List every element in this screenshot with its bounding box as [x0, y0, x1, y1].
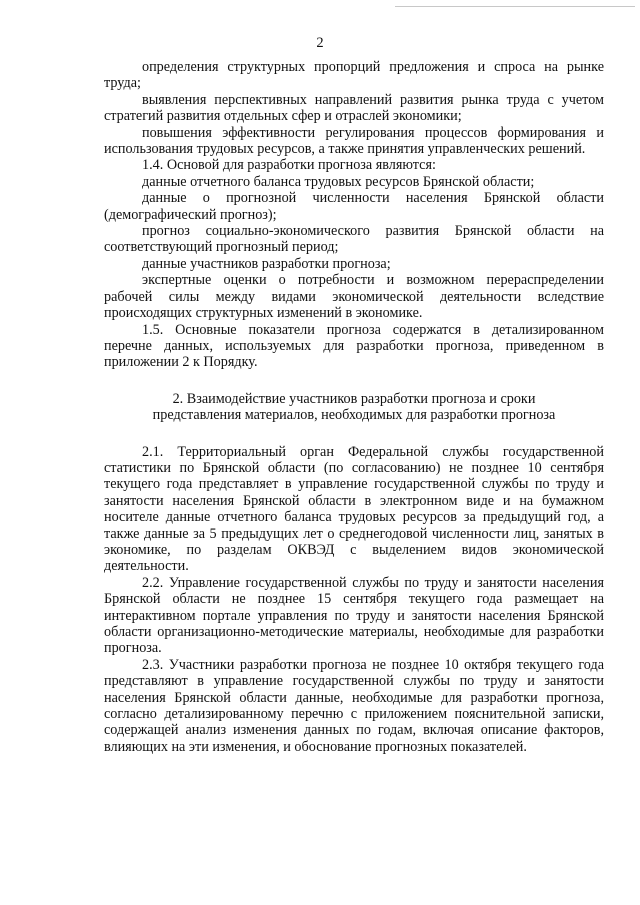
section-heading-line: 2. Взаимодействие участников разработки прогноза и сроки [172, 390, 536, 407]
paragraph: 2.2. Управление государственной службы по труду и занятости населения Брянской области не позднее 15 сентября текущего года размещает на интерактивном портале управления по труду и занятости населения Брянской области организационно-методические материалы, необходимые для разработки прогноза. [104, 574, 604, 657]
document-body [104, 59, 604, 755]
paragraph: данные отчетного баланса трудовых ресурсов Брянской области; [142, 173, 535, 190]
paragraph: 2.1. Территориальный орган Федеральной службы государственной статистики по Брянской области (по согласованию) не позднее 10 сентября текущего года представляет в управление государственной службы по труду и занятости населения Брянской области в электронном виде и на бумажном носителе данные отчетного баланса трудовых ресурсов за предыдущий год, а также данные за 5 предыдущих лет о среднегодовой численности лиц, занятых в экономике, по разделам ОКВЭД с выделением видов экономической деятельности. [104, 443, 604, 575]
section-heading [104, 391, 604, 424]
paragraph: прогноз социально-экономического развития Брянской области на соответствующий прогнозный период; [104, 223, 604, 256]
paragraph: 1.4. Основой для разработки прогноза являются: [142, 157, 436, 174]
paragraph: данные о прогнозной численности населения Брянской области (демографический прогноз); [104, 190, 604, 223]
paragraph: выявления перспективных направлений развития рынка труда с учетом стратегий развития отдельных сфер и отраслей экономики; [104, 91, 604, 125]
paragraph: 1.5. Основные показатели прогноза содержатся в детализированном перечне данных, используемых для разработки прогноза, приведенном в приложении 2 к Порядку. [104, 321, 604, 371]
paragraph: 2.3. Участники разработки прогноза не позднее 10 октября текущего года представляют в управление государственной службы по труду и занятости населения Брянской области данные, необходимые для разработки прогноза, согласно детализированному перечню с приложением пояснительной записки, содержащей анализ изменения данных по годам, включая описание факторов, влияющих на эти изменения, и обоснование прогнозных показателей. [104, 656, 604, 755]
paragraph: данные участников разработки прогноза; [142, 255, 391, 272]
scan-edge-line [395, 6, 635, 7]
section-heading-line: представления материалов, необходимых для разработки прогноза [152, 407, 556, 424]
paragraph: определения структурных пропорций предложения и спроса на рынке труда; [104, 59, 604, 92]
paragraph: экспертные оценки о потребности и возможном перераспределении рабочей силы между видами экономической деятельности вследствие происходящих структурных изменений в экономике. [104, 272, 604, 322]
paragraph: повышения эффективности регулирования процессов формирования и использования трудовых ресурсов, а также принятия управленческих решений. [104, 124, 604, 158]
page-number: 2 [316, 35, 324, 51]
